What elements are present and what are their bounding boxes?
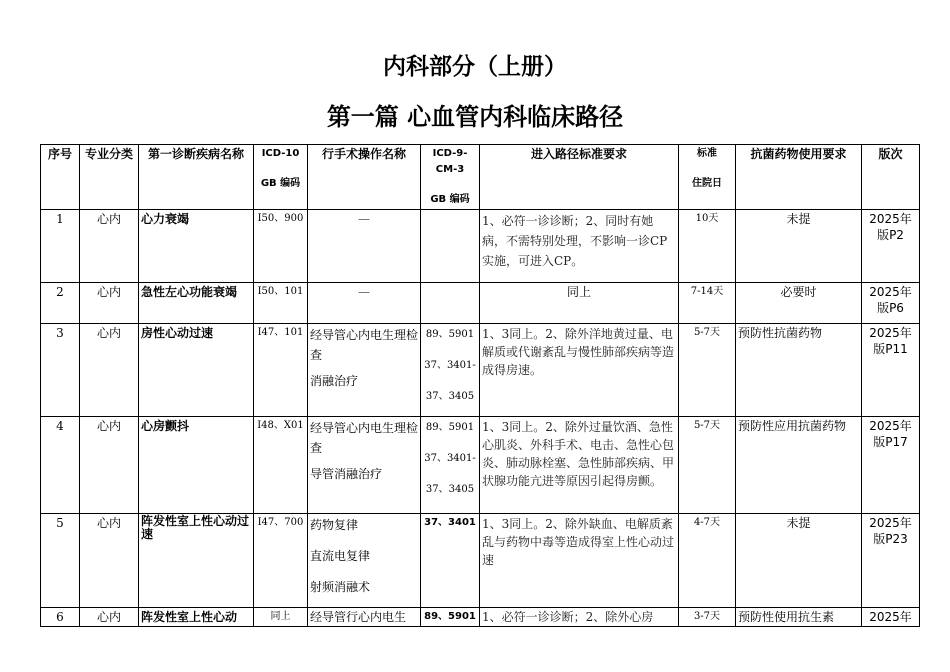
header-procedure: 行手术操作名称 <box>308 145 421 210</box>
cell-category: 心内 <box>80 210 139 283</box>
cell-days: 5-7天 <box>679 417 736 514</box>
cell-version: 2025年 <box>862 608 920 627</box>
procedure-line: 消融治疗 <box>310 374 359 388</box>
clinical-pathway-table <box>40 144 920 627</box>
cell-days: 3-7天 <box>679 608 736 627</box>
cell-category: 心内 <box>80 608 139 627</box>
procedure-line: 经导管心内电生理检查 <box>310 328 419 362</box>
icd9-line: 37、3405 <box>425 391 475 402</box>
icd9-line: 37、3401- <box>424 453 476 464</box>
cell-version: 2025年版P17 <box>862 417 920 514</box>
chapter-title: 第一篇 心血管内科临床路径 <box>326 103 624 131</box>
cell-procedure <box>308 514 421 608</box>
cell-criteria: 同上 <box>480 283 679 324</box>
table-row <box>41 514 920 608</box>
icd9-line: 89、5901 <box>425 422 475 433</box>
header-version: 版次 <box>862 145 920 210</box>
cell-procedure: — <box>308 210 421 283</box>
cell-icd10: I48、X01 <box>254 417 308 514</box>
procedure-line: 药物复律 <box>310 518 359 532</box>
header-icd10 <box>254 145 308 210</box>
cell-days: 4-7天 <box>679 514 736 608</box>
cell-category: 心内 <box>80 514 139 608</box>
cell-category: 心内 <box>80 417 139 514</box>
cell-diagnosis: 阵发性室上性心动 <box>139 608 254 627</box>
icd9-line: 37、3401- <box>424 360 476 371</box>
document-title: 内科部分（上册） <box>383 54 567 80</box>
cell-antibiotic: 必要时 <box>736 283 862 324</box>
procedure-line: 导管消融治疗 <box>310 467 383 481</box>
procedure-line: 射频消融术 <box>310 580 371 594</box>
cell-diagnosis: 心力衰竭 <box>139 210 254 283</box>
header-icd10-line1: ICD-10 <box>261 148 300 159</box>
cell-icd9 <box>421 417 480 514</box>
cell-icd9: 37、3401 <box>421 514 480 608</box>
header-antibiotic: 抗菌药物使用要求 <box>736 145 862 210</box>
cell-seq: 6 <box>41 608 80 627</box>
cell-diagnosis: 急性左心功能衰竭 <box>139 283 254 324</box>
cell-seq: 4 <box>41 417 80 514</box>
cell-days: 10天 <box>679 210 736 283</box>
table-row <box>41 608 920 627</box>
cell-icd10: I50、101 <box>254 283 308 324</box>
cell-icd9: 89、5901 <box>421 608 480 627</box>
cell-icd9 <box>421 210 480 283</box>
cell-icd10: I50、900 <box>254 210 308 283</box>
header-diagnosis: 第一诊断疾病名称 <box>139 145 254 210</box>
cell-version: 2025年版P11 <box>862 324 920 417</box>
header-criteria: 进入路径标准要求 <box>480 145 679 210</box>
cell-procedure: 经导管行心内电生 <box>308 608 421 627</box>
cell-diagnosis: 阵发性室上性心动过速 <box>139 514 254 608</box>
cell-procedure <box>308 324 421 417</box>
header-icd10-line2: GB 编码 <box>260 178 301 189</box>
cell-antibiotic: 未提 <box>736 514 862 608</box>
cell-seq: 1 <box>41 210 80 283</box>
cell-icd10: I47、700 <box>254 514 308 608</box>
header-days-line2: 住院日 <box>692 178 722 189</box>
cell-icd10: I47、101 <box>254 324 308 417</box>
icd9-line: 89、5901 <box>425 329 475 340</box>
cell-icd9 <box>421 283 480 324</box>
procedure-line: 经导管心内电生理检查 <box>310 421 419 455</box>
header-icd9 <box>421 145 480 210</box>
cell-version: 2025年版P6 <box>862 283 920 324</box>
cell-seq: 2 <box>41 283 80 324</box>
header-seq: 序号 <box>41 145 80 210</box>
table-row <box>41 283 920 324</box>
cell-criteria: 1、3同上。2、除外过量饮酒、急性心肌炎、外科手术、电击、急性心包炎、肺动脉栓塞、急性肺部疾病、甲状腺功能亢进等原因引起得房颤。 <box>480 417 679 514</box>
header-icd9-line2: GB 编码 <box>430 194 470 205</box>
cell-version: 2025年版P23 <box>862 514 920 608</box>
cell-antibiotic: 预防性应用抗菌药物 <box>736 417 862 514</box>
cell-category: 心内 <box>80 283 139 324</box>
cell-antibiotic: 预防性使用抗生素 <box>736 608 862 627</box>
cell-criteria: 1、必符一诊诊断；2、除外心房 <box>480 608 679 627</box>
cell-category: 心内 <box>80 324 139 417</box>
header-days-line1: 标准 <box>697 148 717 159</box>
cell-icd10: 同上 <box>254 608 308 627</box>
cell-criteria: 1、3同上。2、除外缺血、电解质紊乱与药物中毒等造成得室上性心动过速 <box>480 514 679 608</box>
procedure-line: 直流电复律 <box>310 549 371 563</box>
table-row <box>41 417 920 514</box>
cell-criteria: 1、3同上。2、除外洋地黄过量、电解质或代谢紊乱与慢性肺部疾病等造成得房速。 <box>480 324 679 417</box>
cell-procedure <box>308 417 421 514</box>
cell-days: 7-14天 <box>679 283 736 324</box>
cell-criteria: 1、必符一诊诊断；2、同时有她病，不需特别处理，不影响一诊CP实施，可进入CP。 <box>480 210 679 283</box>
cell-antibiotic: 预防性抗菌药物 <box>736 324 862 417</box>
cell-diagnosis: 心房颤抖 <box>139 417 254 514</box>
cell-days: 5-7天 <box>679 324 736 417</box>
cell-diagnosis: 房性心动过速 <box>139 324 254 417</box>
cell-procedure: — <box>308 283 421 324</box>
table-row <box>41 210 920 283</box>
header-icd9-line1: ICD-9-CM-3 <box>432 148 468 175</box>
icd9-line: 37、3405 <box>425 484 475 495</box>
cell-version: 2025年版P2 <box>862 210 920 283</box>
cell-antibiotic: 未提 <box>736 210 862 283</box>
header-row <box>41 145 920 210</box>
header-days <box>679 145 736 210</box>
header-category: 专业分类 <box>80 145 139 210</box>
table-row <box>41 324 920 417</box>
cell-icd9 <box>421 324 480 417</box>
cell-seq: 5 <box>41 514 80 608</box>
cell-seq: 3 <box>41 324 80 417</box>
